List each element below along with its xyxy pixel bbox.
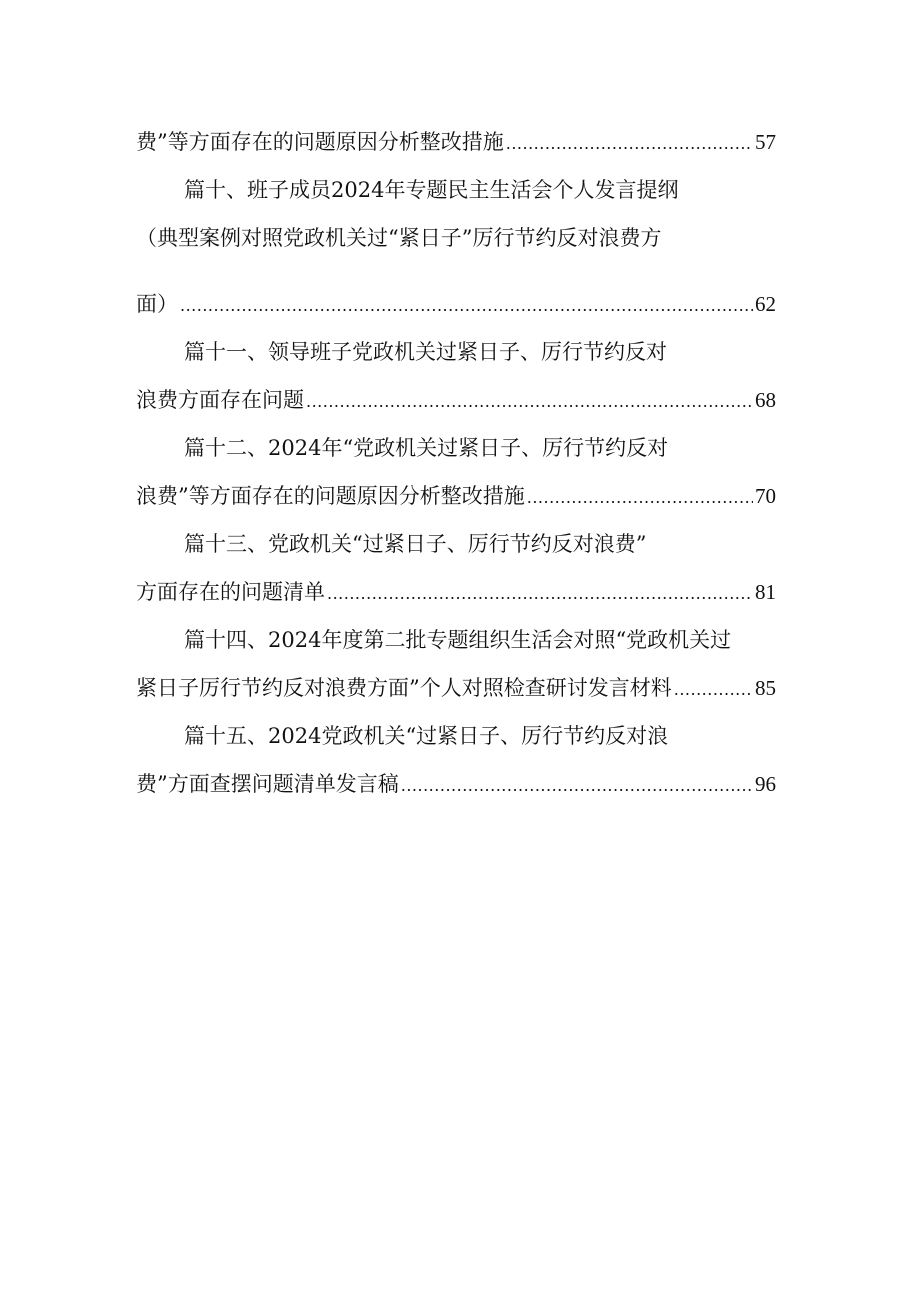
toc-entry-last-line <box>136 664 776 712</box>
toc-entry-last-line <box>136 568 776 616</box>
dot-leader <box>327 570 753 616</box>
toc-page-number: 57 <box>755 130 776 154</box>
toc-entry-title-line: 篇十、班子成员2024年专题民主生活会个人发言提纲 <box>184 178 679 202</box>
toc-entry-text: 紧日子厉行节约反对浪费方面”个人对照检查研讨发言材料 <box>136 676 672 700</box>
toc-entry-last-line <box>136 280 776 328</box>
toc-entry-title-line: （典型案例对照党政机关过“紧日子”厉行节约反对浪费方 <box>136 226 662 250</box>
toc-entry-title-line: 篇十五、2024党政机关“过紧日子、厉行节约反对浪 <box>184 724 669 748</box>
table-of-contents <box>136 118 776 808</box>
toc-entry-last-line <box>136 118 776 166</box>
dot-leader <box>527 474 753 520</box>
toc-entry[interactable] <box>136 424 776 520</box>
toc-entry-text: 面） <box>136 292 178 316</box>
toc-entry-title-line: 篇十二、2024年“党政机关过紧日子、厉行节约反对 <box>184 436 669 460</box>
toc-page-number: 81 <box>755 580 776 604</box>
dot-leader <box>674 666 753 712</box>
toc-entry-title-line: 篇十三、党政机关“过紧日子、厉行节约反对浪费” <box>184 532 647 556</box>
toc-entry-last-line <box>136 472 776 520</box>
dot-leader <box>401 762 753 808</box>
toc-page-number: 68 <box>755 388 776 412</box>
toc-page-number: 85 <box>755 676 776 700</box>
dot-leader <box>306 378 753 424</box>
toc-entry[interactable] <box>136 520 776 616</box>
toc-entry-text: 浪费方面存在问题 <box>136 388 304 412</box>
toc-entry[interactable] <box>136 712 776 808</box>
toc-page-number: 96 <box>755 772 776 796</box>
toc-entry-text: 浪费”等方面存在的问题原因分析整改措施 <box>136 484 525 508</box>
toc-entry[interactable] <box>136 118 776 166</box>
toc-entry-text: 方面存在的问题清单 <box>136 580 325 604</box>
toc-page-number: 70 <box>755 484 776 508</box>
dot-leader <box>506 120 753 166</box>
toc-entry-last-line <box>136 760 776 808</box>
toc-entry[interactable] <box>136 328 776 424</box>
toc-entry-text: 费”方面查摆问题清单发言稿 <box>136 772 399 796</box>
toc-entry-title-line: 篇十四、2024年度第二批专题组织生活会对照“党政机关过 <box>184 628 732 652</box>
toc-entry-last-line <box>136 376 776 424</box>
toc-entry-title-line: 篇十一、领导班子党政机关过紧日子、厉行节约反对 <box>184 340 667 364</box>
dot-leader <box>180 282 753 328</box>
toc-page-number: 62 <box>755 292 776 316</box>
toc-entry-text: 费”等方面存在的问题原因分析整改措施 <box>136 130 504 154</box>
toc-entry[interactable] <box>136 166 776 328</box>
toc-entry[interactable] <box>136 616 776 712</box>
